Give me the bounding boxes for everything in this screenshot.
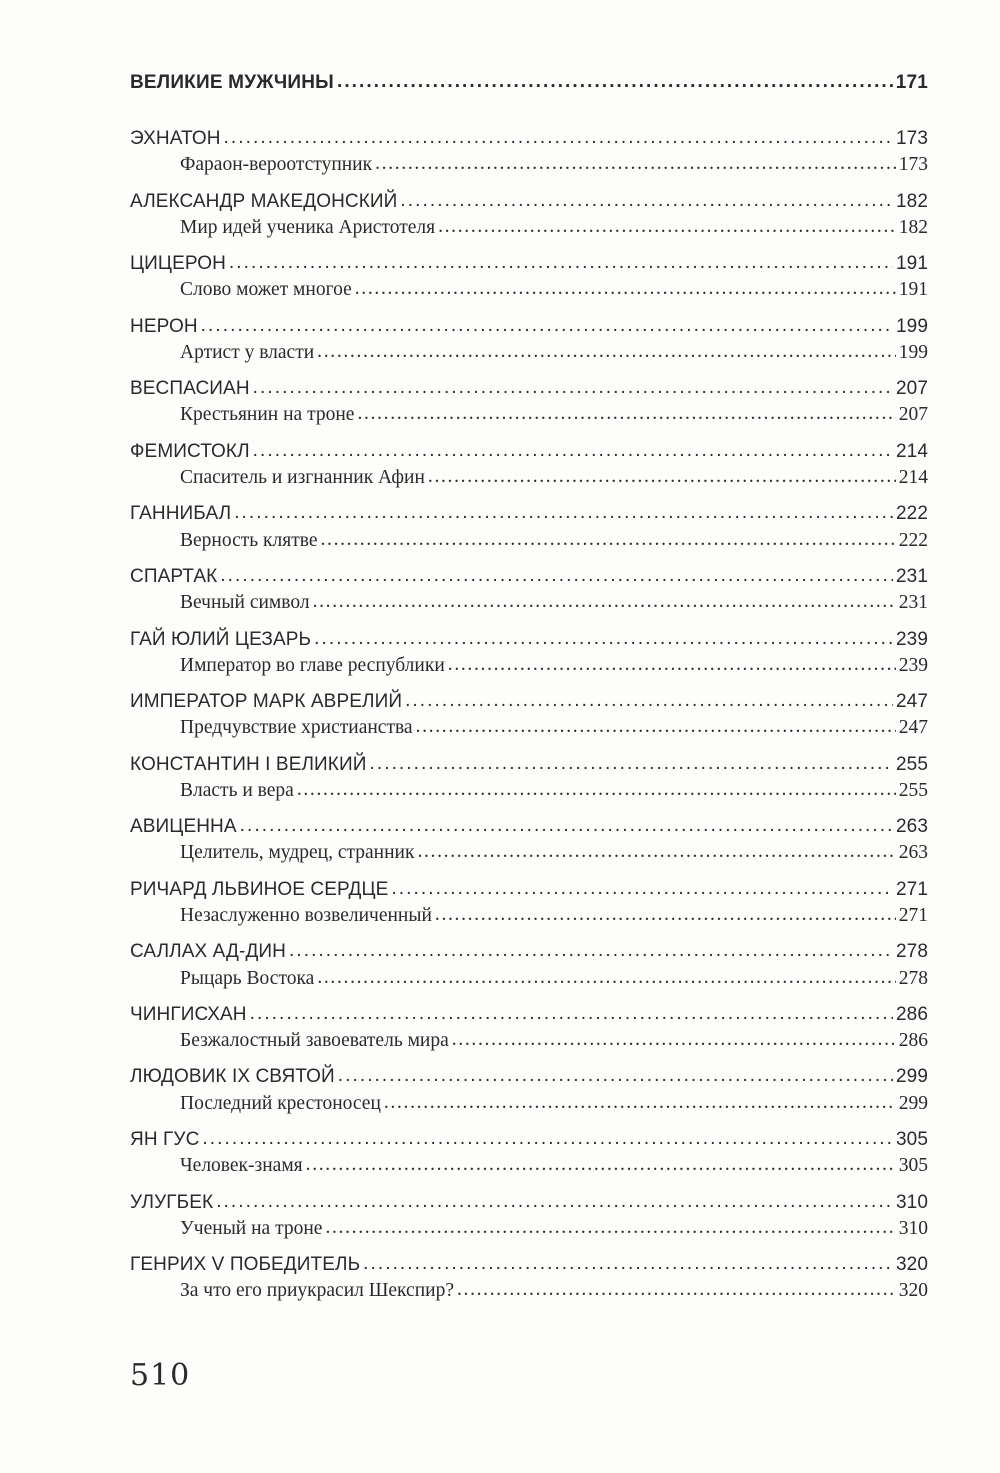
toc-chapter-label: ИМПЕРАТОР МАРК АВРЕЛИЙ xyxy=(130,691,403,713)
toc-chapter-label: НЕРОН xyxy=(130,315,198,337)
toc-subtitle-label: Мир идей ученика Аристотеля xyxy=(180,216,436,238)
toc-chapter-row[interactable] xyxy=(130,939,928,965)
toc-chapter-row[interactable] xyxy=(130,564,928,590)
dot-leader xyxy=(202,1126,893,1152)
toc-subtitle-row[interactable] xyxy=(130,1278,928,1304)
dot-leader xyxy=(363,1251,893,1277)
toc-subtitle-page-number: 191 xyxy=(898,279,928,301)
toc-chapter-page-number: 207 xyxy=(895,378,928,400)
toc-subtitle-page-number: 199 xyxy=(898,341,928,363)
toc-entry xyxy=(130,689,928,741)
toc-entries xyxy=(130,126,928,1305)
dot-leader xyxy=(224,125,893,151)
toc-chapter-page-number: 320 xyxy=(895,1254,928,1276)
dot-leader xyxy=(325,1215,895,1241)
toc-chapter-row[interactable] xyxy=(130,877,928,903)
toc-entry xyxy=(130,1252,928,1304)
toc-subtitle-page-number: 255 xyxy=(898,779,928,801)
toc-entry xyxy=(130,1190,928,1242)
toc-subtitle-page-number: 222 xyxy=(898,529,928,551)
toc-subtitle-label: Последний крестоносец xyxy=(180,1092,381,1114)
toc-chapter-page-number: 299 xyxy=(895,1066,928,1088)
toc-chapter-page-number: 286 xyxy=(895,1003,928,1025)
toc-chapter-page-number: 231 xyxy=(895,565,928,587)
dot-leader xyxy=(250,1001,893,1027)
toc-subtitle-page-number: 271 xyxy=(898,904,928,926)
dot-leader xyxy=(370,751,893,777)
toc-subtitle-row[interactable] xyxy=(130,1216,928,1242)
toc-entry xyxy=(130,314,928,366)
dot-leader xyxy=(428,464,896,490)
toc-section-heading xyxy=(130,72,928,106)
dot-leader xyxy=(355,276,896,302)
toc-subtitle-row[interactable] xyxy=(130,402,928,428)
toc-chapter-page-number: 263 xyxy=(895,816,928,838)
toc-entry xyxy=(130,939,928,991)
toc-subtitle-label: Власть и вера xyxy=(180,779,294,801)
toc-subtitle-label: Император во главе республики xyxy=(180,654,445,676)
toc-chapter-page-number: 199 xyxy=(895,315,928,337)
dot-leader xyxy=(240,813,893,839)
toc-chapter-label: УЛУГБЕК xyxy=(130,1191,214,1213)
dot-leader xyxy=(357,401,895,427)
toc-chapter-label: ЯН ГУС xyxy=(130,1129,200,1150)
toc-subtitle-page-number: 263 xyxy=(898,842,928,864)
dot-leader xyxy=(314,626,893,652)
toc-subtitle-page-number: 239 xyxy=(898,654,928,676)
toc-chapter-row[interactable] xyxy=(130,314,928,340)
toc-entry xyxy=(130,752,928,804)
toc-subtitle-row[interactable] xyxy=(130,966,928,992)
dot-leader xyxy=(457,1277,896,1303)
toc-chapter-page-number: 278 xyxy=(895,941,928,963)
dot-leader xyxy=(448,652,896,678)
toc-entry xyxy=(130,439,928,491)
dot-leader xyxy=(229,250,893,276)
toc-chapter-label: ЦИЦЕРОН xyxy=(130,253,226,275)
toc-subtitle-row[interactable] xyxy=(130,277,928,303)
toc-subtitle-row[interactable] xyxy=(130,903,928,929)
dot-leader xyxy=(313,589,896,615)
toc-chapter-page-number: 247 xyxy=(895,691,928,713)
toc-chapter-label: АЛЕКСАНДР МАКЕДОНСКИЙ xyxy=(130,190,398,212)
dot-leader xyxy=(452,1027,896,1053)
toc-chapter-row[interactable] xyxy=(130,814,928,840)
toc-subtitle-page-number: 207 xyxy=(898,404,928,426)
toc-subtitle-label: Артист у власти xyxy=(180,341,315,363)
toc-chapter-row[interactable] xyxy=(130,126,928,152)
table-of-contents xyxy=(130,72,928,1315)
toc-entry xyxy=(130,564,928,616)
toc-chapter-page-number: 310 xyxy=(895,1191,928,1213)
toc-subtitle-label: Ученый на троне xyxy=(180,1217,323,1239)
dot-leader xyxy=(416,714,896,740)
toc-subtitle-row[interactable] xyxy=(130,340,928,366)
toc-subtitle-label: Фараон-вероотступник xyxy=(180,154,373,176)
toc-entry xyxy=(130,814,928,866)
toc-subtitle-label: Целитель, мудрец, странник xyxy=(180,842,415,864)
toc-chapter-row[interactable] xyxy=(130,752,928,778)
dot-leader xyxy=(320,527,895,553)
toc-chapter-row[interactable] xyxy=(130,689,928,715)
toc-subtitle-page-number: 299 xyxy=(898,1092,928,1114)
dot-leader xyxy=(417,839,895,865)
toc-subtitle-row[interactable] xyxy=(130,1153,928,1179)
toc-entry xyxy=(130,1064,928,1116)
dot-leader xyxy=(338,1063,893,1089)
toc-subtitle-page-number: 173 xyxy=(898,154,928,176)
toc-chapter-label: ЧИНГИСХАН xyxy=(130,1003,247,1025)
section-page-number: 171 xyxy=(895,72,928,93)
toc-chapter-page-number: 271 xyxy=(895,878,928,900)
dot-leader xyxy=(201,313,893,339)
page-folio: 510 xyxy=(130,1358,191,1393)
toc-chapter-row[interactable] xyxy=(130,376,928,402)
toc-entry xyxy=(130,501,928,553)
toc-subtitle-page-number: 320 xyxy=(898,1280,928,1302)
toc-chapter-page-number: 214 xyxy=(895,440,928,462)
dot-leader xyxy=(400,188,893,214)
toc-subtitle-page-number: 231 xyxy=(898,592,928,614)
toc-chapter-label: ЭХНАТОН xyxy=(130,128,221,149)
toc-entry xyxy=(130,251,928,303)
toc-chapter-page-number: 255 xyxy=(895,753,928,775)
toc-subtitle-label: Предчувствие христианства xyxy=(180,717,413,739)
toc-subtitle-label: Рыцарь Востока xyxy=(180,967,315,989)
dot-leader xyxy=(384,1090,896,1116)
dot-leader xyxy=(391,876,893,902)
toc-subtitle-row[interactable] xyxy=(130,1028,928,1054)
toc-subtitle-row[interactable] xyxy=(130,1091,928,1117)
toc-entry xyxy=(130,376,928,428)
dot-leader xyxy=(438,214,896,240)
toc-subtitle-row[interactable] xyxy=(130,152,928,178)
toc-chapter-row[interactable] xyxy=(130,1190,928,1216)
toc-subtitle-row[interactable] xyxy=(130,653,928,679)
toc-subtitle-row[interactable] xyxy=(130,840,928,866)
toc-chapter-label: САЛЛАХ АД-ДИН xyxy=(130,941,286,963)
toc-subtitle-row[interactable] xyxy=(130,715,928,741)
toc-chapter-label: СПАРТАК xyxy=(130,565,218,587)
dot-leader xyxy=(289,938,893,964)
toc-subtitle-label: Крестьянин на троне xyxy=(180,404,355,426)
toc-chapter-label: ЛЮДОВИК IX СВЯТОЙ xyxy=(130,1066,335,1088)
dot-leader xyxy=(216,1189,893,1215)
dot-leader xyxy=(405,688,893,714)
toc-chapter-page-number: 222 xyxy=(895,503,928,525)
toc-subtitle-label: Незаслуженно возвеличенный xyxy=(180,904,432,926)
toc-chapter-label: КОНСТАНТИН I ВЕЛИКИЙ xyxy=(130,753,367,775)
toc-chapter-page-number: 182 xyxy=(895,190,928,212)
toc-chapter-row[interactable] xyxy=(130,501,928,527)
toc-entry xyxy=(130,126,928,178)
toc-entry xyxy=(130,877,928,929)
toc-subtitle-page-number: 310 xyxy=(898,1217,928,1239)
toc-subtitle-row[interactable] xyxy=(130,465,928,491)
dot-leader xyxy=(337,71,893,93)
toc-subtitle-page-number: 214 xyxy=(898,467,928,488)
toc-entry xyxy=(130,627,928,679)
toc-chapter-label: РИЧАРД ЛЬВИНОЕ СЕРДЦЕ xyxy=(130,878,389,900)
toc-chapter-label: ВЕСПАСИАН xyxy=(130,378,250,400)
toc-chapter-label: ГЕНРИХ V ПОБЕДИТЕЛЬ xyxy=(130,1254,361,1276)
toc-subtitle-label: Вечный символ xyxy=(180,592,310,614)
toc-chapter-page-number: 173 xyxy=(895,128,928,149)
dot-leader xyxy=(220,563,893,589)
toc-subtitle-label: Верность клятве xyxy=(180,529,318,551)
dot-leader xyxy=(253,438,893,464)
dot-leader xyxy=(435,902,896,928)
toc-subtitle-row[interactable] xyxy=(130,215,928,241)
toc-chapter-row[interactable] xyxy=(130,439,928,465)
toc-chapter-label: ГАННИБАЛ xyxy=(130,503,232,525)
dot-leader xyxy=(253,375,893,401)
toc-subtitle-row[interactable] xyxy=(130,528,928,554)
toc-subtitle-page-number: 247 xyxy=(898,717,928,739)
toc-entry xyxy=(130,189,928,241)
toc-subtitle-page-number: 286 xyxy=(898,1030,928,1052)
toc-entry xyxy=(130,1002,928,1054)
dot-leader xyxy=(234,500,893,526)
dot-leader xyxy=(297,777,896,803)
toc-subtitle-page-number: 278 xyxy=(898,967,928,989)
toc-chapter-row[interactable] xyxy=(130,1127,928,1153)
dot-leader xyxy=(306,1152,896,1178)
toc-subtitle-label: Человек-знамя xyxy=(180,1155,303,1177)
toc-subtitle-row[interactable] xyxy=(130,590,928,616)
toc-subtitle-label: За что его приукрасил Шекспир? xyxy=(180,1280,454,1302)
section-title: ВЕЛИКИЕ МУЖЧИНЫ xyxy=(130,72,334,93)
toc-chapter-label: АВИЦЕННА xyxy=(130,816,237,838)
toc-subtitle-page-number: 305 xyxy=(898,1155,928,1177)
toc-subtitle-row[interactable] xyxy=(130,778,928,804)
dot-leader xyxy=(317,339,896,365)
dot-leader xyxy=(317,965,895,991)
toc-chapter-page-number: 239 xyxy=(895,628,928,650)
toc-subtitle-label: Спаситель и изгнанник Афин xyxy=(180,467,425,488)
toc-chapter-row[interactable] xyxy=(130,251,928,277)
toc-chapter-label: ГАЙ ЮЛИЙ ЦЕЗАРЬ xyxy=(130,628,312,650)
toc-subtitle-label: Слово может многое xyxy=(180,279,352,301)
toc-chapter-label: ФЕМИСТОКЛ xyxy=(130,440,250,462)
toc-chapter-page-number: 191 xyxy=(895,253,928,275)
toc-chapter-row[interactable] xyxy=(130,1064,928,1090)
toc-chapter-row[interactable] xyxy=(130,627,928,653)
dot-leader xyxy=(375,151,896,177)
toc-subtitle-label: Безжалостный завоеватель мира xyxy=(180,1030,449,1052)
toc-chapter-page-number: 305 xyxy=(895,1129,928,1150)
toc-entry xyxy=(130,1127,928,1179)
toc-chapter-row[interactable] xyxy=(130,1002,928,1028)
toc-chapter-row[interactable] xyxy=(130,189,928,215)
toc-chapter-row[interactable] xyxy=(130,1252,928,1278)
toc-subtitle-page-number: 182 xyxy=(898,216,928,238)
